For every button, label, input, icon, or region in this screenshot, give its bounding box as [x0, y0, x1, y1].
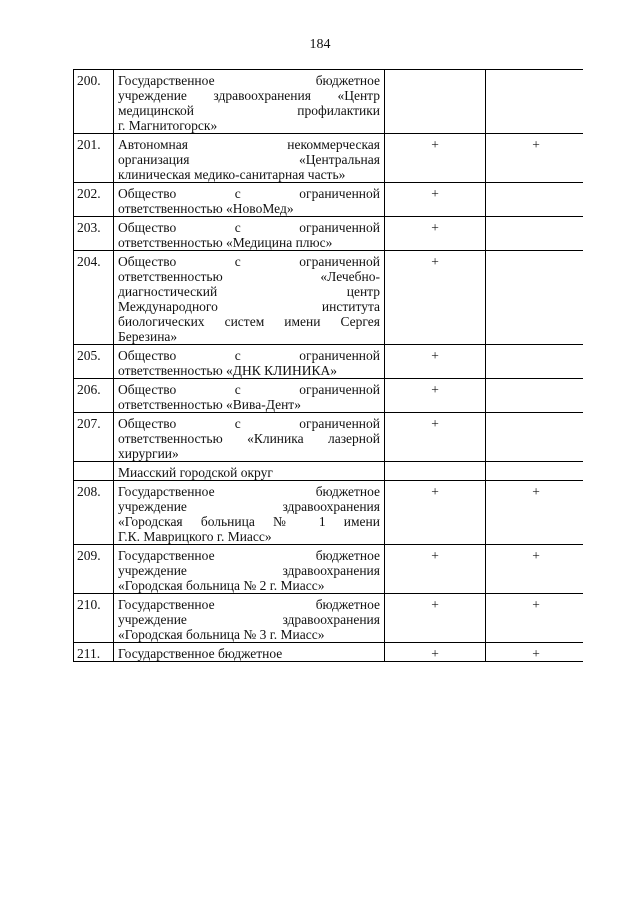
- mark-column-2: [486, 251, 584, 345]
- mark-column-2: +: [486, 643, 584, 662]
- organization-name: [114, 413, 385, 462]
- row-number: 206.: [74, 379, 114, 413]
- name-line: Общество с ограниченной: [118, 382, 380, 397]
- mark-column-1: +: [385, 545, 486, 594]
- mark-column-2: +: [486, 594, 584, 643]
- mark-column-1: [385, 462, 486, 481]
- table-row: [74, 70, 584, 134]
- mark-column-1: +: [385, 643, 486, 662]
- table-row: [74, 643, 584, 662]
- name-line: г. Магнитогорск»: [118, 118, 218, 133]
- name-line: «Городская больница № 1 имени: [118, 514, 380, 529]
- organizations-table-wrapper: [73, 69, 583, 845]
- organization-name: [114, 217, 385, 251]
- name-line: Общество с ограниченной: [118, 254, 380, 269]
- row-number: 211.: [74, 643, 114, 662]
- row-number: 202.: [74, 183, 114, 217]
- row-number: 200.: [74, 70, 114, 134]
- organizations-table: [73, 69, 583, 662]
- row-number: 204.: [74, 251, 114, 345]
- name-line: учреждение здравоохранения: [118, 499, 380, 514]
- name-line: «Городская больница № 2 г. Миасс»: [118, 578, 325, 593]
- table-row: [74, 545, 584, 594]
- name-line: ответственностью «Лечебно-: [118, 269, 380, 284]
- name-line: учреждение здравоохранения: [118, 563, 380, 578]
- name-line: клиническая медико-санитарная часть»: [118, 167, 346, 182]
- name-line: Государственное бюджетное: [118, 73, 380, 88]
- name-line: ответственностью «Медицина плюс»: [118, 235, 333, 250]
- name-line: хирургии»: [118, 446, 179, 461]
- organization-name: [114, 379, 385, 413]
- table-row: [74, 183, 584, 217]
- row-number: 209.: [74, 545, 114, 594]
- row-number: 210.: [74, 594, 114, 643]
- table-body: [74, 70, 584, 662]
- name-line: Общество с ограниченной: [118, 348, 380, 363]
- mark-column-2: [486, 379, 584, 413]
- mark-column-1: +: [385, 379, 486, 413]
- name-line: организация «Центральная: [118, 152, 380, 167]
- mark-column-1: +: [385, 183, 486, 217]
- organization-name: [114, 251, 385, 345]
- name-line: учреждение здравоохранения: [118, 612, 380, 627]
- name-line: ответственностью «ДНК КЛИНИКА»: [118, 363, 338, 378]
- section-row: [74, 462, 584, 481]
- mark-column-1: +: [385, 481, 486, 545]
- name-line: Общество с ограниченной: [118, 220, 380, 235]
- row-number: 207.: [74, 413, 114, 462]
- name-line: диагностический центр: [118, 284, 380, 299]
- mark-column-2: +: [486, 545, 584, 594]
- name-line: Государственное бюджетное: [118, 548, 380, 563]
- name-line: Общество с ограниченной: [118, 416, 380, 431]
- name-line: Автономная некоммерческая: [118, 137, 380, 152]
- name-line: медицинской профилактики: [118, 103, 380, 118]
- name-line: Государственное бюджетное: [118, 597, 380, 612]
- table-row: [74, 134, 584, 183]
- row-number: [74, 462, 114, 481]
- name-line: Г.К. Маврицкого г. Миасс»: [118, 529, 272, 544]
- table-row: [74, 345, 584, 379]
- mark-column-2: +: [486, 481, 584, 545]
- page-number: 184: [309, 37, 331, 52]
- name-line: биологических систем имени Сергея: [118, 314, 380, 329]
- mark-column-2: [486, 413, 584, 462]
- mark-column-1: +: [385, 345, 486, 379]
- table-row: [74, 251, 584, 345]
- table-row: [74, 413, 584, 462]
- mark-column-1: +: [385, 413, 486, 462]
- name-line: Общество с ограниченной: [118, 186, 380, 201]
- mark-column-2: [486, 217, 584, 251]
- mark-column-1: +: [385, 251, 486, 345]
- name-line: «Городская больница № 3 г. Миасс»: [118, 627, 325, 642]
- mark-column-2: [486, 345, 584, 379]
- mark-column-2: +: [486, 134, 584, 183]
- table-row: [74, 594, 584, 643]
- row-number: 201.: [74, 134, 114, 183]
- row-number: 208.: [74, 481, 114, 545]
- organization-name: [114, 345, 385, 379]
- name-line: ответственностью «Вива-Дент»: [118, 397, 301, 412]
- mark-column-2: [486, 462, 584, 481]
- mark-column-1: +: [385, 217, 486, 251]
- name-line: учреждение здравоохранения «Центр: [118, 88, 380, 103]
- name-line: Березина»: [118, 329, 178, 344]
- organization-name: [114, 545, 385, 594]
- name-line: Миасский городской округ: [118, 465, 273, 480]
- organization-name: [114, 481, 385, 545]
- row-number: 203.: [74, 217, 114, 251]
- row-number: 205.: [74, 345, 114, 379]
- organization-name: [114, 134, 385, 183]
- table-row: [74, 481, 584, 545]
- name-line: ответственностью «НовоМед»: [118, 201, 294, 216]
- organization-name: [114, 70, 385, 134]
- name-line: Государственное бюджетное: [118, 484, 380, 499]
- mark-column-2: [486, 183, 584, 217]
- table-row: [74, 379, 584, 413]
- name-line: ответственностью «Клиника лазерной: [118, 431, 380, 446]
- mark-column-2: [486, 70, 584, 134]
- mark-column-1: +: [385, 594, 486, 643]
- table-row: [74, 217, 584, 251]
- name-line: Государственное бюджетное: [118, 646, 283, 661]
- mark-column-1: +: [385, 134, 486, 183]
- mark-column-1: [385, 70, 486, 134]
- name-line: Международного института: [118, 299, 380, 314]
- section-title: [114, 462, 385, 481]
- organization-name: [114, 643, 385, 662]
- organization-name: [114, 594, 385, 643]
- organization-name: [114, 183, 385, 217]
